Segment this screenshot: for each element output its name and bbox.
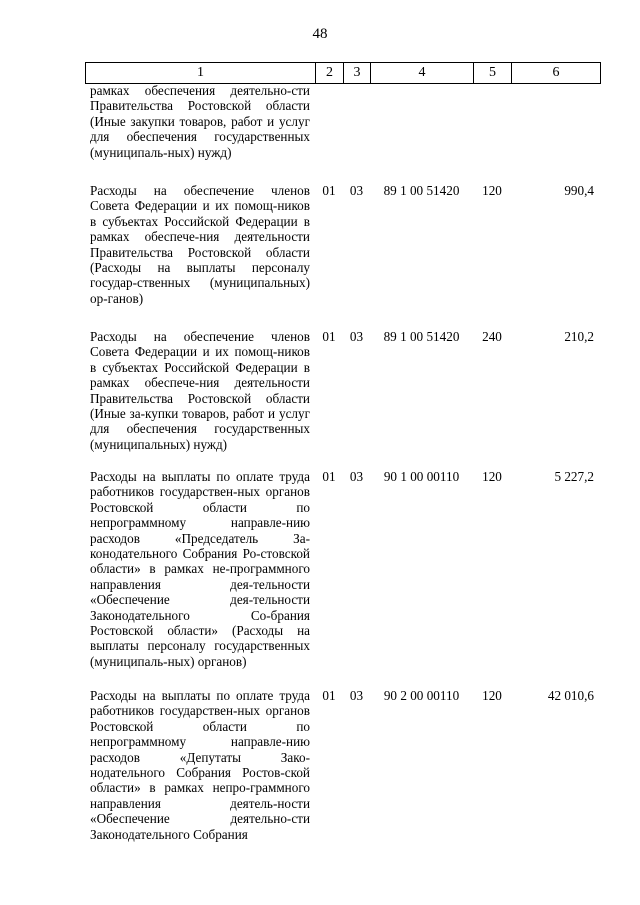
subsection-code: 03: [349, 688, 364, 703]
column-header-4: 4: [371, 63, 474, 84]
expense-type-code: 120: [482, 183, 502, 198]
amount: 990,4: [564, 183, 594, 198]
row-description: Расходы на обеспечение членов Совета Федерации и их помощ-ников в субъектах Российской Федерации в рамках обеспече-ния деятельности Правительства Ростовской области (Расходы на выплаты персоналу государ-ственных (муниципальных) ор-ганов): [90, 183, 310, 306]
section-code: 01: [322, 469, 336, 484]
column-header-3: 3: [344, 63, 371, 84]
column-header-6: 6: [512, 63, 601, 84]
section-code: 01: [322, 329, 336, 344]
amount: 210,2: [564, 329, 594, 344]
target-article-code: 90 1 00 00110: [383, 469, 460, 484]
page-number: 48: [312, 26, 328, 42]
row-description: рамках обеспечения деятельно-сти Правительства Ростовской области (Иные закупки товаров, работ и услуг для обеспечения государственных (муниципаль-ных) нужд): [90, 83, 310, 160]
row-description: Расходы на выплаты по оплате труда работников государствен-ных органов Ростовской области по непрограммному направле-нию расходов «Депутаты Зако-нодательного Собрания Ростов-ской области» в рамках непро-граммного направления деятель-ности «Обеспечение деятельно-сти Законодательного Собрания: [90, 688, 310, 842]
subsection-code: 03: [349, 469, 364, 484]
table-row: [85, 329, 600, 469]
section-code: 01: [322, 688, 336, 703]
subsection-code: 03: [349, 329, 364, 344]
expense-type-code: 240: [482, 329, 502, 344]
section-code: 01: [322, 183, 336, 198]
target-article-code: 90 2 00 00110: [383, 688, 460, 703]
amount: 5 227,2: [554, 469, 594, 484]
target-article-code: 89 1 00 51420: [383, 329, 460, 344]
column-header-2: 2: [316, 63, 344, 84]
expense-type-code: 120: [482, 469, 502, 484]
amount: 42 010,6: [547, 688, 594, 703]
table-row: [85, 83, 600, 183]
table-row: [85, 183, 600, 329]
table-body: [85, 83, 600, 848]
row-description: Расходы на выплаты по оплате труда работников государствен-ных органов Ростовской области по непрограммному направле-нию расходов «Председатель За-конодательного Собрания Ро-стовской области» в рамках не-программного направления дея-тельности «Обеспечение дея-тельности Законодательного Со-брания Ростовской области» (Расходы на выплаты персоналу государственных (муниципаль-ных) органов): [90, 469, 310, 669]
column-header-5: 5: [474, 63, 512, 84]
column-header-table: [85, 62, 601, 84]
target-article-code: 89 1 00 51420: [383, 183, 460, 198]
column-header-1: 1: [86, 63, 316, 84]
expense-type-code: 120: [482, 688, 502, 703]
subsection-code: 03: [349, 183, 364, 198]
row-description: Расходы на обеспечение членов Совета Федерации и их помощ-ников в субъектах Российской Федерации в рамках обеспече-ния деятельности Правительства Ростовской области (Иные за-купки товаров, работ и услуг для обеспечения государственных (муниципальных) нужд): [90, 329, 310, 452]
table-row: [85, 688, 600, 848]
column-number-row: [86, 63, 601, 84]
table-row: [85, 469, 600, 688]
